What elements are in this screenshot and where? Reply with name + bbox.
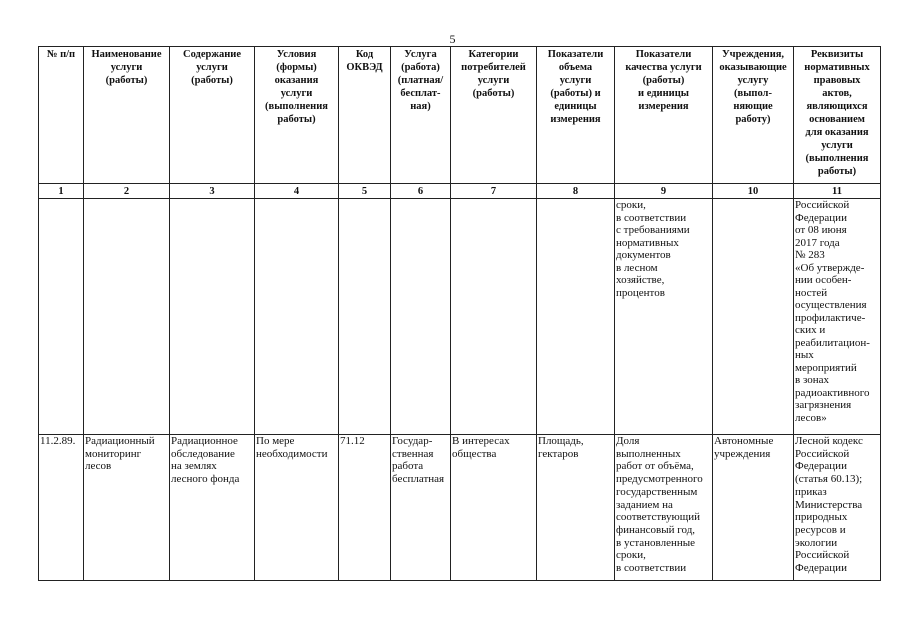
table-cell [170, 199, 255, 435]
institutions-cell: Автономные учреждения [713, 435, 794, 581]
col-header-conditions: Условия (формы) оказания услуги (выполнения работы) [255, 47, 339, 184]
col-header-legal: Реквизиты нормативных правовых актов, являющихся основанием для оказания услуги (выполнения работы) [794, 47, 881, 184]
row-number-cell: 11.2.89. [39, 435, 84, 581]
col-header-name: Наименование услуги (работы) [84, 47, 170, 184]
col-number: 11 [794, 184, 881, 199]
quality-cell: сроки, в соответствии с требованиями нормативных документов в лесном хозяйстве, процентов [615, 199, 713, 435]
service-content-cell: Радиационное обследование на землях лесного фонда [170, 435, 255, 581]
volume-cell: Площадь, гектаров [537, 435, 615, 581]
page-number: 5 [449, 32, 456, 46]
col-number: 6 [391, 184, 451, 199]
table-cell [39, 199, 84, 435]
quality-cell: Доля выполненных работ от объёма, предусмотренного государственным заданием на соответствующий финансовый год, в установленные сроки, в соответствии [615, 435, 713, 581]
okved-cell: 71.12 [339, 435, 391, 581]
col-header-institutions: Учреждения, оказывающие услугу (выпол- няющие работу) [713, 47, 794, 184]
table-row [39, 435, 881, 581]
col-number: 8 [537, 184, 615, 199]
col-header-okved: Код ОКВЭД [339, 47, 391, 184]
col-header-content: Содержание услуги (работы) [170, 47, 255, 184]
table-cell [537, 199, 615, 435]
table-cell [451, 199, 537, 435]
col-number: 10 [713, 184, 794, 199]
legal-cell: Российской Федерации от 08 июня 2017 года № 283 «Об утвержде- нии особен- ностей осуществления профилактиче- ских и реабилитацион- ных мероприятий в зонах радиоактивного загрязнения лесов» [794, 199, 881, 435]
col-number: 5 [339, 184, 391, 199]
services-table [38, 46, 881, 581]
column-numbers-row [39, 184, 881, 199]
consumers-cell: В интересах общества [451, 435, 537, 581]
service-name-cell: Радиационный мониторинг лесов [84, 435, 170, 581]
col-number: 9 [615, 184, 713, 199]
col-header-paid: Услуга (работа) (платная/ бесплат- ная) [391, 47, 451, 184]
paid-status-cell: Государ- ственная работа бесплатная [391, 435, 451, 581]
col-header-number: № п/п [39, 47, 84, 184]
table-cell [713, 199, 794, 435]
table-cell [255, 199, 339, 435]
col-number: 7 [451, 184, 537, 199]
col-header-consumers: Категории потребителей услуги (работы) [451, 47, 537, 184]
col-header-volume: Показатели объема услуги (работы) и единицы измерения [537, 47, 615, 184]
table-cell [339, 199, 391, 435]
table-cell [391, 199, 451, 435]
legal-cell: Лесной кодекс Российской Федерации (статья 60.13); приказ Министерства природных ресурсов и экологии Российской Федерации [794, 435, 881, 581]
col-number: 4 [255, 184, 339, 199]
col-number: 1 [39, 184, 84, 199]
conditions-cell: По мере необходимости [255, 435, 339, 581]
continuation-row [39, 199, 881, 435]
header-row [39, 47, 881, 184]
col-number: 3 [170, 184, 255, 199]
table-cell [84, 199, 170, 435]
col-number: 2 [84, 184, 170, 199]
col-header-quality: Показатели качества услуги (работы) и единицы измерения [615, 47, 713, 184]
